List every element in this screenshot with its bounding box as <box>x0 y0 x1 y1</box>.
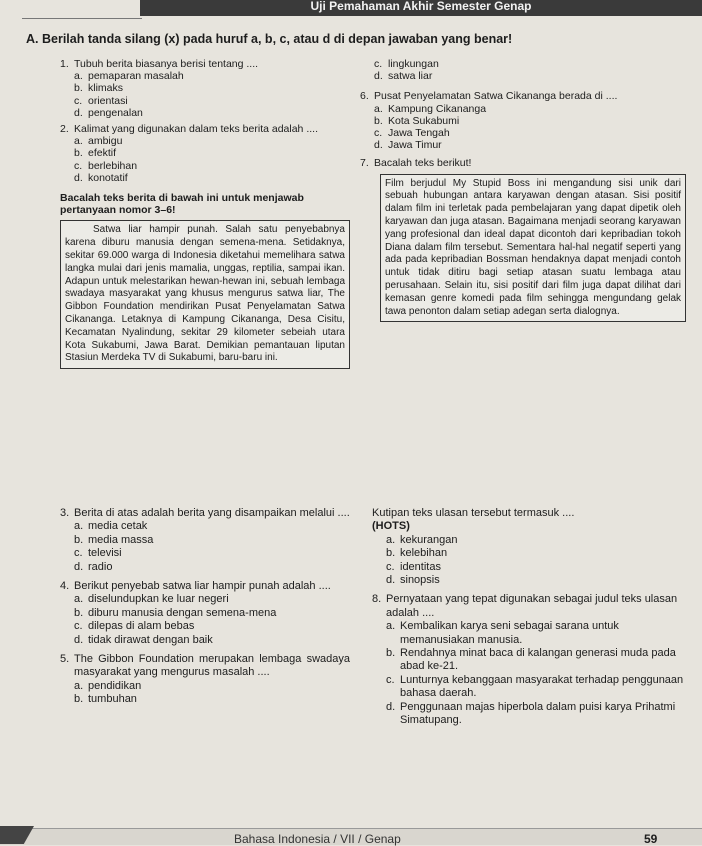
option-b[interactable] <box>374 115 686 127</box>
option-letter: a. <box>74 520 84 533</box>
option-c[interactable] <box>74 160 350 172</box>
option-a[interactable] <box>386 534 688 547</box>
option-letter: a. <box>386 620 396 633</box>
question-3 <box>60 507 350 574</box>
option-text: satwa liar <box>388 70 433 83</box>
option-a[interactable] <box>386 620 688 647</box>
question-number: 4. <box>60 580 70 593</box>
footer-book-title: Bahasa Indonesia / VII / Genap <box>234 832 401 846</box>
option-b[interactable] <box>74 534 350 547</box>
question-4 <box>60 580 350 647</box>
option-letter: b. <box>386 647 396 660</box>
option-text: Kampung Cikananga <box>388 102 487 115</box>
question-number: 2. <box>60 123 69 136</box>
option-text: lingkungan <box>388 58 439 70</box>
option-a[interactable] <box>74 135 350 147</box>
option-letter: a. <box>74 679 84 692</box>
option-text: berlebihan <box>88 159 138 172</box>
header-rule <box>22 18 142 19</box>
option-a[interactable] <box>374 103 686 115</box>
option-text: sinopsis <box>400 574 440 587</box>
option-letter: c. <box>74 159 83 172</box>
option-c[interactable] <box>74 95 350 107</box>
instruction: A. Berilah tanda silang (x) pada huruf a, b, c, atau d di depan jawaban yang benar! <box>26 32 513 46</box>
option-a[interactable] <box>74 70 350 82</box>
question-7 <box>360 157 686 169</box>
option-letter: b. <box>74 606 84 619</box>
option-letter: a. <box>374 102 383 115</box>
news-passage <box>60 220 350 369</box>
option-list <box>374 58 686 82</box>
question-text: Kalimat yang digunakan dalam teks berita adalah .... <box>74 123 318 136</box>
option-text: Jawa Tengah <box>388 127 450 140</box>
option-letter: d. <box>74 633 84 646</box>
option-d[interactable] <box>74 107 350 119</box>
option-text: Penggunaan majas hiperbola dalam puisi karya Prihatmi Simatupang. <box>400 700 676 727</box>
option-text: Jawa Timur <box>388 139 442 152</box>
header-banner: Uji Pemahaman Akhir Semester Genap <box>140 0 702 16</box>
review-passage-text: Film berjudul My Stupid Boss ini mengandung sisi unik dari sebuah hubungan antara karyawan dengan atasan. Sisi positif dalam film ini terletak pada pembelajaran yang dapat dipetik oleh karyawan dan juga atasan. Bagaimana menjadi seorang karyawan yang profesional dan ideal dapat dicontoh dari kepribadian tokoh Diana dalam film tersebut. Sementara hal-hal negatif seperti yang ada pada kepribadian Bossman hendaknya dapat menjadi contoh untuk tidak ditiru bagi setiap atasan suatu lembaga atau perusahaan. Selain itu, sisi positif dari film juga dapat dilihat dari kemasan genre komedi pada film sehingga mengundang gelak tawa penonton dalam setiap adegan serta dialognya. <box>385 177 681 317</box>
option-text: klimaks <box>88 82 124 95</box>
question-text: Kutipan teks ulasan tersebut termasuk .... <box>372 507 575 519</box>
option-d[interactable] <box>374 70 686 82</box>
question-text: Pernyataan yang tepat digunakan sebagai judul teks ulasan adalah .... <box>386 593 678 619</box>
option-text: media cetak <box>88 520 148 533</box>
question-number: 7. <box>360 157 369 170</box>
question-7-continued <box>372 507 688 587</box>
question-number: 8. <box>372 593 382 606</box>
option-letter: a. <box>74 70 83 83</box>
option-text: kekurangan <box>400 533 458 546</box>
left-column <box>60 58 350 369</box>
question-8 <box>372 593 688 727</box>
question-number: 1. <box>60 58 69 70</box>
option-list <box>386 534 688 588</box>
option-letter: a. <box>74 593 84 606</box>
option-list <box>386 620 688 727</box>
option-c[interactable] <box>74 547 350 560</box>
option-letter: c. <box>386 673 395 686</box>
option-text: konotatif <box>88 171 128 184</box>
option-text: dilepas di alam bebas <box>88 620 195 633</box>
option-b[interactable] <box>74 693 350 706</box>
page-number: 59 <box>644 832 658 846</box>
option-letter: d. <box>74 560 84 573</box>
option-b[interactable] <box>74 82 350 94</box>
question-text: The Gibbon Foundation merupakan lembaga swadaya masyarakat yang mengurus masalah .... <box>74 653 350 679</box>
option-list <box>74 135 350 184</box>
question-6 <box>360 90 686 151</box>
option-d[interactable] <box>386 701 688 728</box>
option-letter: b. <box>74 147 83 160</box>
option-text: pendidikan <box>88 679 142 692</box>
option-letter: d. <box>74 171 83 184</box>
option-letter: c. <box>374 58 383 70</box>
option-text: tumbuhan <box>88 693 137 706</box>
lower-left-column <box>60 507 350 711</box>
hots-tag: (HOTS) <box>372 520 410 533</box>
option-text: diburu manusia dengan semena-mena <box>88 606 277 619</box>
option-b[interactable] <box>74 607 350 620</box>
option-text: kelebihan <box>400 547 448 560</box>
question-1 <box>60 58 350 119</box>
option-list <box>374 103 686 152</box>
option-d[interactable] <box>374 139 686 151</box>
option-letter: d. <box>374 139 383 152</box>
option-list <box>74 680 350 707</box>
passage-heading: Bacalah teks berita di bawah ini untuk menjawab pertanyaan nomor 3–6! <box>60 192 304 217</box>
option-letter: a. <box>74 135 83 148</box>
question-2 <box>60 123 350 184</box>
option-c[interactable] <box>386 674 688 701</box>
option-d[interactable] <box>74 561 350 574</box>
option-d[interactable] <box>386 574 688 587</box>
option-letter: c. <box>74 620 83 633</box>
option-letter: d. <box>386 700 396 713</box>
option-text: orientasi <box>88 94 128 107</box>
question-text: Pusat Penyelamatan Satwa Cikananga berada di .... <box>374 90 618 103</box>
news-passage-text: Satwa liar hampir punah. Salah satu penyebabnya karena diburu manusia dengan semena-mena. Setidaknya, sekitar 69.000 warga di Indonesia diketahui memelihara satwa langka mulai dari jenis mamalia, unggas, reptilia, sampai ikan. Adapun untuk melestarikan hewan-hewan ini, sebuah lembaga swadaya masyarakat yang khusus mengurus satwa liar, The Gibbon Foundation mendirikan Pusat Penyelamatan Satwa Cikananga. Letaknya di Kampung Cikananga, Desa Cisitu, Kecamatan Nyalindung, sekitar 29 kilometer sebeiah utara Kota Sukabumi, Jawa Barat. Demikian pemantauan liputan Stasiun Merdeka TV di Sukabumi, baru-baru ini. <box>65 224 345 364</box>
option-text: diselundupkan ke luar negeri <box>88 593 229 606</box>
review-passage <box>380 174 686 323</box>
option-text: media massa <box>88 533 154 546</box>
option-letter: d. <box>386 574 396 587</box>
option-c[interactable] <box>374 127 686 139</box>
option-letter: b. <box>74 82 83 95</box>
option-text: radio <box>88 560 113 573</box>
question-number: 5. <box>60 653 70 666</box>
question-text: Bacalah teks berikut! <box>374 157 472 170</box>
option-letter: b. <box>74 693 84 706</box>
option-a[interactable] <box>74 680 350 693</box>
option-text: identitas <box>400 560 441 573</box>
option-b[interactable] <box>386 547 688 560</box>
option-a[interactable] <box>74 520 350 533</box>
option-text: efektif <box>88 147 117 160</box>
option-b[interactable] <box>74 147 350 159</box>
option-b[interactable] <box>386 647 688 674</box>
right-column <box>360 58 686 322</box>
option-text: ambigu <box>88 135 123 148</box>
option-a[interactable] <box>74 593 350 606</box>
option-text: Kembalikan karya seni sebagai sarana untuk memanusiakan manusia. <box>400 620 619 646</box>
option-c[interactable] <box>74 620 350 633</box>
question-5 <box>60 653 350 707</box>
option-text: Kota Sukabumi <box>388 114 460 127</box>
option-list <box>74 70 350 119</box>
option-letter: a. <box>386 533 396 546</box>
question-text: Berikut penyebab satwa liar hampir punah adalah .... <box>74 580 331 593</box>
option-text: pengenalan <box>88 106 143 119</box>
option-c[interactable] <box>386 561 688 574</box>
option-letter: c. <box>74 94 83 107</box>
option-letter: c. <box>374 127 383 140</box>
option-letter: c. <box>386 560 395 573</box>
option-text: Lunturnya kebanggaan masyarakat terhadap penggunaan bahasa daerah. <box>400 673 684 700</box>
option-text: tidak dirawat dengan baik <box>88 633 213 646</box>
question-number: 6. <box>360 90 369 103</box>
option-letter: c. <box>74 547 83 560</box>
option-text: Rendahnya minat baca di kalangan generasi muda pada abad ke-21. <box>400 647 676 673</box>
option-letter: d. <box>74 106 83 119</box>
lower-right-column <box>372 507 688 732</box>
option-d[interactable] <box>74 634 350 647</box>
option-d[interactable] <box>74 172 350 184</box>
option-list <box>74 593 350 647</box>
option-c[interactable] <box>374 58 686 70</box>
question-1-continued <box>360 58 686 82</box>
option-letter: b. <box>374 114 383 127</box>
question-text: Berita di atas adalah berita yang disampaikan melalui .... <box>74 507 350 519</box>
question-text: Tubuh berita biasanya berisi tentang .... <box>74 58 259 70</box>
option-letter: b. <box>74 533 84 546</box>
question-number: 3. <box>60 507 70 519</box>
option-text: pemaparan masalah <box>88 70 184 83</box>
option-list <box>74 520 350 574</box>
option-letter: d. <box>374 70 383 83</box>
option-text: televisi <box>88 547 122 560</box>
option-letter: b. <box>386 547 396 560</box>
